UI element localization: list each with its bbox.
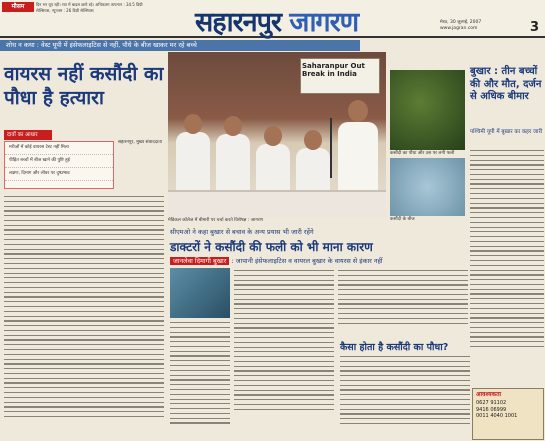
title-part-2: जागरण [289, 7, 359, 38]
claims-box [4, 141, 114, 189]
side-headline: बुखार : तीन बच्चों की और मौत, दर्जन से अधिक बीमार [470, 66, 542, 102]
seeds-photo [390, 158, 465, 216]
edition-web: www.jagran.com [440, 26, 478, 31]
main-story-body [4, 196, 164, 421]
ad-number: 0627 91102 [476, 400, 507, 406]
second-story-body [234, 270, 334, 413]
speaker-head [348, 100, 368, 122]
second-sub-text: : जापानी इंसेफलाइटिस व वायरल बुखार के वायरस से इंकार नहीं [231, 257, 383, 265]
claims-box-heading: दावों का आधार [4, 130, 52, 140]
person-head [304, 130, 322, 150]
person-head [264, 126, 282, 146]
third-story-body [340, 356, 470, 428]
person-head [184, 114, 202, 134]
main-headline: वायरस नहीं कसौंदी का पौधा है हत्यारा [4, 63, 164, 109]
ad-number: 9416 06999 [476, 406, 507, 413]
second-sub-tag: जानलेवा दिमागी बुखार [170, 257, 229, 265]
second-kicker: सीएमओ ने कहा बुखार से बचाव के अन्य प्रयास भी जारी रहेंगे [170, 228, 314, 236]
second-story-body-col2 [338, 270, 468, 327]
patient-photo [170, 268, 230, 318]
edition-meta [440, 20, 530, 32]
second-story-body-col3 [170, 322, 230, 427]
strap-line: शोध न कथा : वेस्ट यूपी में इंसेफलाइटिस से नहीं, पौधे के बीज खाकर मर रहे बच्चे [0, 40, 360, 51]
weather-tag: मौसम [2, 2, 34, 12]
ad-number: 0011 4040 1001 [476, 413, 518, 419]
page-number: 3 [530, 20, 540, 35]
byline: सहारनपुर, मुख्य संवाददाता [118, 140, 162, 145]
photo-caption: मेडिकल कॉलेज में बीमारी पर चर्चा करते विशेषज्ञ : जागरण [168, 218, 263, 223]
weather-text: दिन भर धूप रही। रात में बादल छाये रहे। अधिकतम तापमान : 34.5 डिग्री सेल्सियस, न्यूनतम : 26 डिग्री सेल्सियस [36, 2, 143, 13]
table [168, 190, 386, 218]
second-headline: डाक्टरों ने कसौंदी की फली को भी माना कारण [170, 240, 373, 254]
third-headline: कैसा होता है कसौंदी का पौधा? [340, 342, 449, 353]
ad-numbers [476, 400, 542, 420]
plant-photo [390, 70, 465, 150]
side-subhead: पश्चिमी यूपी में बुखार का कहर जारी [470, 129, 543, 135]
ad-title: आवश्यकता [476, 391, 502, 398]
newspaper-title [195, 2, 358, 39]
microphone [330, 118, 332, 178]
claim-item: मरीज़ों में कोई वायरस टेस्ट नहीं मिला [5, 142, 113, 155]
plant-caption: कसौंदी का पौधा और उस पर लगी फली [390, 151, 455, 156]
seeds-caption: कसौंदी के बीज [390, 217, 415, 222]
person-head [224, 116, 242, 136]
second-subhead [170, 256, 470, 265]
edition-date: मेरठ, 30 जुलाई, 2007 [440, 20, 482, 25]
claim-item: लक्षण, दिमाग और लीवर पर दुष्प्रभाव [5, 168, 113, 181]
side-story-body [470, 150, 544, 351]
claim-item: पीड़ित बच्चों में बीज खाने की पुष्टि हुई [5, 155, 113, 168]
event-banner-text: Saharanpur Out Break in India [302, 62, 365, 78]
title-part-1: सहारनपुर [195, 7, 281, 38]
